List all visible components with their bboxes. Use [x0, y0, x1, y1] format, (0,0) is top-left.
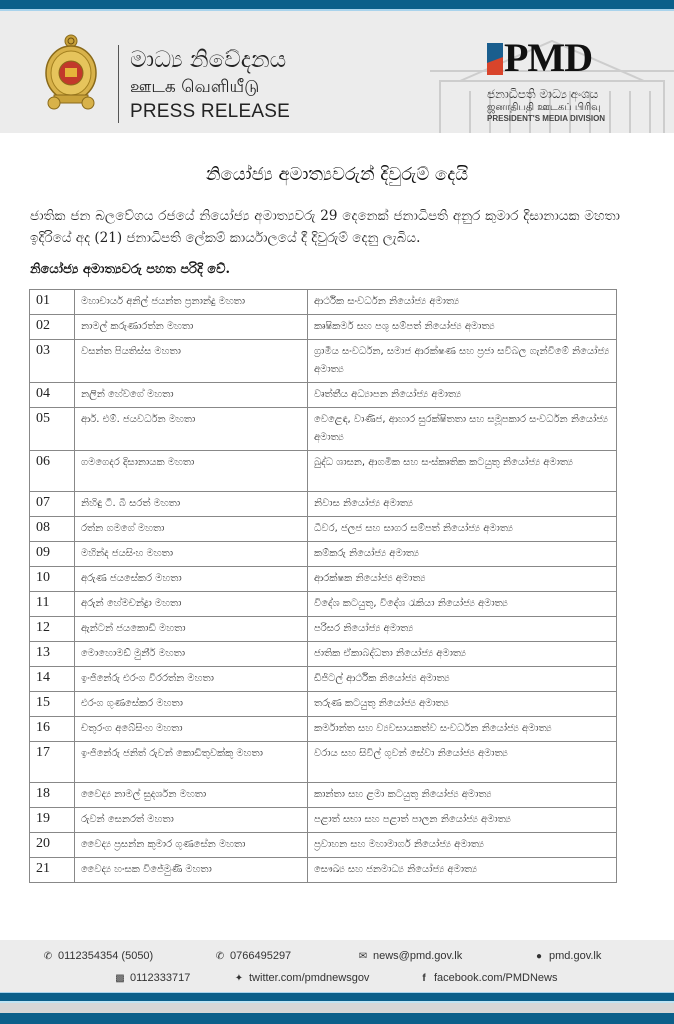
- letterhead: [0, 11, 674, 133]
- intro-paragraph: ජාතික ජන බලවේගය රජයේ නියෝජ්‍ය අමාත්‍යවරු 29 දෙනෙක් ජනාධිපති අනුර කුමාර දිසානායක මහතා ඉදිරියේ අද (21) ජනාධිපති ලේකම් කාර්යාලයේ දී දිවුරුම් දෙනු ලැබිය.: [30, 208, 620, 246]
- row-number: 01: [30, 290, 75, 315]
- row-number: 18: [30, 783, 75, 808]
- header-title-english: PRESS RELEASE: [130, 101, 290, 122]
- minister-portfolio: නිවාස නියෝජ්‍ය අමාත්‍ය: [308, 492, 617, 517]
- footer-website-link[interactable]: ● pmd.gov.lk: [533, 950, 601, 962]
- minister-portfolio: සෞඛ්‍ය සහ ජනමාධ්‍ය නියෝජ්‍ය අමාත්‍ය: [308, 858, 617, 883]
- table-row: [30, 451, 617, 492]
- footer-facebook-link[interactable]: f facebook.com/PMDNews: [418, 972, 558, 984]
- table-row: [30, 692, 617, 717]
- table-row: [30, 717, 617, 742]
- minister-name: නලින් හේවගේ මහතා: [75, 383, 308, 408]
- pmd-brand: PMD: [504, 35, 593, 80]
- row-number: 21: [30, 858, 75, 883]
- footer-twitter-link[interactable]: ✦ twitter.com/pmdnewsgov: [234, 972, 370, 984]
- row-number: 13: [30, 642, 75, 667]
- minister-name: රත්න ගමගේ මහතා: [75, 517, 308, 542]
- minister-name: ඉංජිනේරු ජනිත් රුවන් කොඩිතුවක්කු මහතා: [75, 742, 308, 783]
- minister-name: අරුණ ජයසේකර මහතා: [75, 567, 308, 592]
- row-number: 17: [30, 742, 75, 783]
- row-number: 20: [30, 833, 75, 858]
- bottom-accent-bar: [0, 992, 674, 1003]
- minister-portfolio: වෙළෙඳ, වාණිජ, ආහාර සුරක්ෂිතතා සහ සමූපකාර සංවර්ධන නියෝජ්‍ය අමාත්‍ය: [308, 408, 617, 451]
- table-row: [30, 315, 617, 340]
- footer-phone-2[interactable]: ✆ 0766495297: [215, 950, 292, 962]
- minister-name: මහාචාර්ය අනිල් ජයන්ත ප්‍රනාන්දු මහතා: [75, 290, 308, 315]
- minister-portfolio: වරාය සහ සිවිල් ගුවන් සේවා නියෝජ්‍ය අමාත්‍ය: [308, 742, 617, 783]
- minister-name: ආර්. එම්. ජයවර්ධන මහතා: [75, 408, 308, 451]
- minister-name: ඉංජිනේරු එරංග වීරරත්න මහතා: [75, 667, 308, 692]
- table-row: [30, 492, 617, 517]
- row-number: 07: [30, 492, 75, 517]
- table-row: [30, 592, 617, 617]
- header-title-tamil: ஊடக வெளியீடு: [130, 77, 260, 97]
- footer-email-link[interactable]: ✉ news@pmd.gov.lk: [358, 950, 463, 962]
- row-number: 04: [30, 383, 75, 408]
- minister-name: වසන්ත පියතිස්ස මහතා: [75, 340, 308, 383]
- minister-portfolio: කර්මාන්ත සහ ව්‍යවසායකත්ව සංවර්ධන නියෝජ්‍ය අමාත්‍ය: [308, 717, 617, 742]
- table-row: [30, 858, 617, 883]
- pmd-name-sinhala: ජනාධිපති මාධ්‍ය අංශය: [487, 87, 599, 101]
- table-row: [30, 783, 617, 808]
- deputy-ministers-table: [29, 289, 617, 883]
- minister-portfolio: ආර්ථික සංවර්ධන නියෝජ්‍ය අමාත්‍ය: [308, 290, 617, 315]
- footer-phone-1[interactable]: ✆ 0112354354 (5050): [43, 950, 154, 962]
- document-title: නියෝජ්‍ය අමාත්‍යවරුන් දිවුරුම් දෙයි: [205, 164, 469, 185]
- table-row: [30, 833, 617, 858]
- minister-name: වෛද්‍ය හංසක විජේමුණි මහතා: [75, 858, 308, 883]
- table-row: [30, 408, 617, 451]
- minister-portfolio: ප්‍රවාහන සහ මහාමාර්ග නියෝජ්‍ය අමාත්‍ය: [308, 833, 617, 858]
- minister-portfolio: විදේශ කටයුතු, විදේශ රැකියා නියෝජ්‍ය අමාත්‍ය: [308, 592, 617, 617]
- row-number: 03: [30, 340, 75, 383]
- row-number: 05: [30, 408, 75, 451]
- minister-portfolio: ඩිජිටල් ආර්ථික නියෝජ්‍ය අමාත්‍ය: [308, 667, 617, 692]
- row-number: 08: [30, 517, 75, 542]
- list-subheading: නියෝජ්‍ය අමාත්‍යවරු පහත පරිදි වේ.: [30, 262, 231, 277]
- minister-name: ඇන්ටන් ජයකොඩි මහතා: [75, 617, 308, 642]
- header-divider: [118, 45, 119, 123]
- minister-name: මොහොමඩ් මුනීර් මහතා: [75, 642, 308, 667]
- phone-icon: ✆: [215, 950, 225, 962]
- minister-portfolio: කාන්තා සහ ළමා කටයුතු නියෝජ්‍ය අමාත්‍ය: [308, 783, 617, 808]
- table-row: [30, 808, 617, 833]
- table-row: [30, 383, 617, 408]
- row-number: 19: [30, 808, 75, 833]
- minister-portfolio: ග්‍රාමීය සංවර්ධන, සමාජ ආරක්ෂණ සහ ප්‍රජා සවිබල ගැන්වීමේ නියෝජ්‍ය අමාත්‍ය: [308, 340, 617, 383]
- contact-footer: [0, 940, 674, 992]
- minister-name: එරංග ගුණසේකර මහතා: [75, 692, 308, 717]
- pmd-name-tamil: ஜனாதிபதி ஊடகப் பிரிவு: [487, 102, 601, 113]
- email-icon: ✉: [358, 950, 368, 962]
- row-number: 06: [30, 451, 75, 492]
- minister-portfolio: පළාත් සභා සහ පළාත් පාලන නියෝජ්‍ය අමාත්‍ය: [308, 808, 617, 833]
- minister-portfolio: පරිසර නියෝජ්‍ය අමාත්‍ය: [308, 617, 617, 642]
- table-row: [30, 567, 617, 592]
- row-number: 15: [30, 692, 75, 717]
- minister-portfolio: කෘෂිකර්ම සහ පශු සම්පත් නියෝජ්‍ය අමාත්‍ය: [308, 315, 617, 340]
- globe-icon: ●: [535, 950, 543, 962]
- minister-portfolio: බුද්ධ ශාසන, ආගමික සහ සංස්කෘතික කටයුතු නියෝජ්‍ය අමාත්‍ය: [308, 451, 617, 492]
- row-number: 12: [30, 617, 75, 642]
- table-row: [30, 667, 617, 692]
- minister-name: ගමගෙදර දිසානායක මහතා: [75, 451, 308, 492]
- table-row: [30, 517, 617, 542]
- twitter-icon: ✦: [234, 972, 244, 984]
- minister-portfolio: වෘත්තීය අධ්‍යාපන නියෝජ්‍ය අමාත්‍ය: [308, 383, 617, 408]
- top-accent-bar: [0, 0, 674, 11]
- pmd-logo-icon: [487, 43, 503, 75]
- row-number: 14: [30, 667, 75, 692]
- facebook-icon: f: [422, 972, 426, 984]
- fax-icon: ▩: [115, 972, 125, 984]
- pmd-name-english: PRESIDENT'S MEDIA DIVISION: [487, 114, 606, 123]
- footer-fax[interactable]: ▩ 0112333717: [115, 972, 191, 984]
- minister-name: අරුන් හේමචන්ද්‍රා මහතා: [75, 592, 308, 617]
- table-row: [30, 617, 617, 642]
- minister-portfolio: ජාතික ඒකාබද්ධතා නියෝජ්‍ය අමාත්‍ය: [308, 642, 617, 667]
- minister-name: වෛද්‍ය නාමල් සුදර්ශන මහතා: [75, 783, 308, 808]
- minister-portfolio: ආරක්ෂක නියෝජ්‍ය අමාත්‍ය: [308, 567, 617, 592]
- minister-portfolio: තරුණ කටයුතු නියෝජ්‍ය අමාත්‍ය: [308, 692, 617, 717]
- row-number: 11: [30, 592, 75, 617]
- table-row: [30, 542, 617, 567]
- minister-portfolio: ධීවර, ජලජ සහ සාගර සම්පත් නියෝජ්‍ය අමාත්‍ය: [308, 517, 617, 542]
- row-number: 10: [30, 567, 75, 592]
- sri-lanka-emblem-icon: [44, 33, 98, 111]
- minister-name: රුවන් සෙනරත් මහතා: [75, 808, 308, 833]
- row-number: 09: [30, 542, 75, 567]
- minister-name: නිහිඳු ටී. බී සරත් මහතා: [75, 492, 308, 517]
- table-row: [30, 290, 617, 315]
- bottom-blue-band: [0, 1013, 674, 1024]
- table-row: [30, 742, 617, 783]
- bottom-grey-band: [0, 1003, 674, 1013]
- minister-portfolio: කම්කරු නියෝජ්‍ය අමාත්‍ය: [308, 542, 617, 567]
- table-row: [30, 642, 617, 667]
- row-number: 02: [30, 315, 75, 340]
- minister-name: චතුරංග අබේසිංහ මහතා: [75, 717, 308, 742]
- minister-name: මහින්ද ජයසිංහ මහතා: [75, 542, 308, 567]
- header-title-sinhala: මාධ්‍ය නිවේදනය: [130, 47, 287, 73]
- row-number: 16: [30, 717, 75, 742]
- phone-icon: ✆: [43, 950, 53, 962]
- minister-name: වෛද්‍ය ප්‍රසන්න කුමාර ගුණසේන මහතා: [75, 833, 308, 858]
- minister-name: නාමල් කරුණාරත්න මහතා: [75, 315, 308, 340]
- table-row: [30, 340, 617, 383]
